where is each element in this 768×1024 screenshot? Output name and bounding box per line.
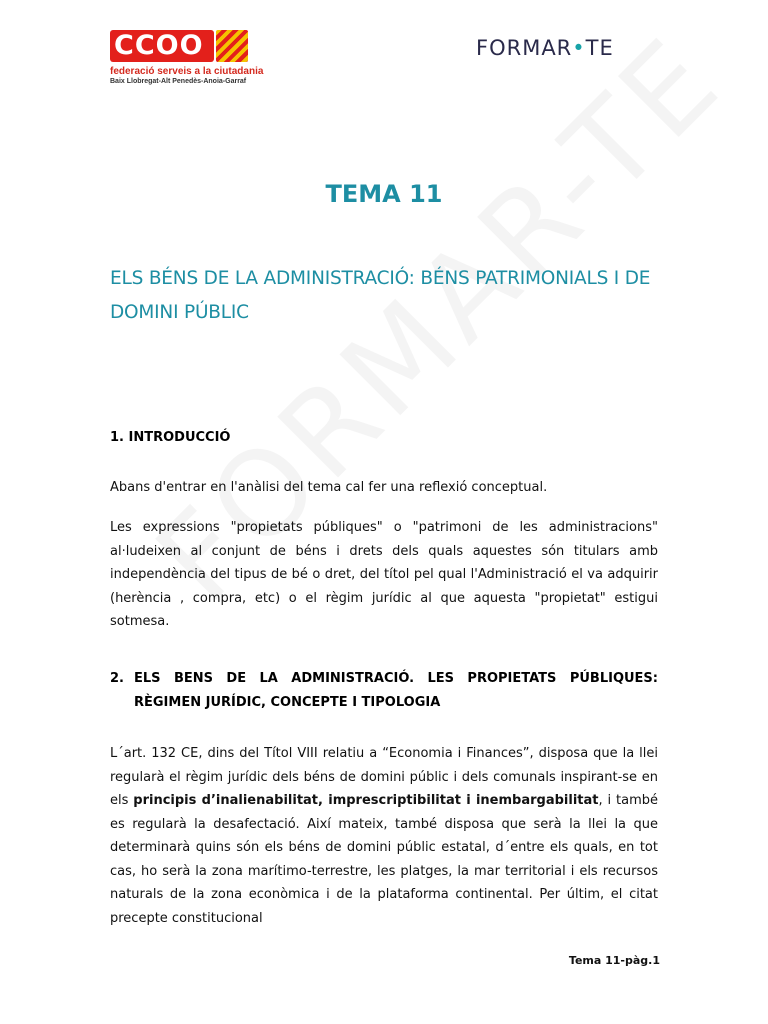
ccoo-logo bbox=[110, 30, 264, 90]
section-2-heading: ELS BENS DE LA ADMINISTRACIÓ. LES PROPIETATS PÚBLIQUES: RÈGIMEN JURÍDIC, CONCEPTE I TIPOLOGIA bbox=[134, 671, 658, 710]
formarte-logo-part2: TE bbox=[585, 36, 614, 60]
page-header bbox=[0, 0, 768, 100]
formarte-logo bbox=[476, 33, 614, 63]
section-2-bold-principles: principis d’inalienabilitat, imprescriptibilitat i inembargabilitat bbox=[133, 793, 599, 808]
ccoo-region: Baix Llobregat-Alt Penedès-Anoia-Garraf bbox=[110, 78, 247, 85]
senyera-flag-icon bbox=[216, 30, 248, 62]
ccoo-subtitle: federació serveis a la ciutadania bbox=[110, 66, 264, 77]
section-2-heading-block bbox=[110, 667, 658, 715]
formarte-logo-dot: • bbox=[572, 36, 586, 60]
section-2-number: 2. bbox=[110, 671, 124, 686]
section-1-heading-block bbox=[110, 426, 658, 450]
section-1-paragraph-1: Abans d'entrar en l'anàlisi del tema cal fer una reflexió conceptual. bbox=[110, 480, 548, 495]
ccoo-logo-box bbox=[110, 30, 214, 62]
page-subtitle: ELS BÉNS DE LA ADMINISTRACIÓ: BÉNS PATRIMONIALS I DE DOMINI PÚBLIC bbox=[110, 268, 651, 323]
section-2-text-a: L´art. 132 CE, dins del Títol VIII relatiu a “Economia i Finances”, disposa que la llei regularà el règim jurídic dels béns de domini públic i dels comunals inspirant-se en els bbox=[110, 746, 658, 808]
section-2-text-b: , i també es regularà la desafectació. Així mateix, també disposa que serà la llei la que determinarà quins són els béns de domini públic estatal, d´entre els quals, en tot cas, ho serà la zona marítimo-terrestre, les platges, la mar territorial i els recursos naturals de la zona econòmica i de la plataforma continental. Per últim, el citat precepte constitucional bbox=[110, 793, 658, 926]
page-number: Tema 11-pàg.1 bbox=[568, 954, 660, 967]
page-title: TEMA 11 bbox=[325, 180, 443, 208]
section-1-heading: 1. INTRODUCCIÓ bbox=[110, 430, 231, 445]
document-body bbox=[110, 170, 658, 926]
section-1-paragraph-2: Les expressions "propietats públiques" o "patrimoni de les administracions" al·ludeixen al conjunt de béns i drets dels quals aquestes són titulars amb independència del tipus de bé o dret, del títol pel qual l'Administració el va adquirir (herència , compra, etc) o el règim jurídic al que aquesta "propietat" estigui sotmesa. bbox=[110, 520, 658, 629]
section-2-paragraph-1 bbox=[110, 742, 658, 930]
formarte-logo-part1: FORMAR bbox=[476, 36, 573, 60]
ccoo-logo-letters: CCOO bbox=[114, 30, 204, 61]
